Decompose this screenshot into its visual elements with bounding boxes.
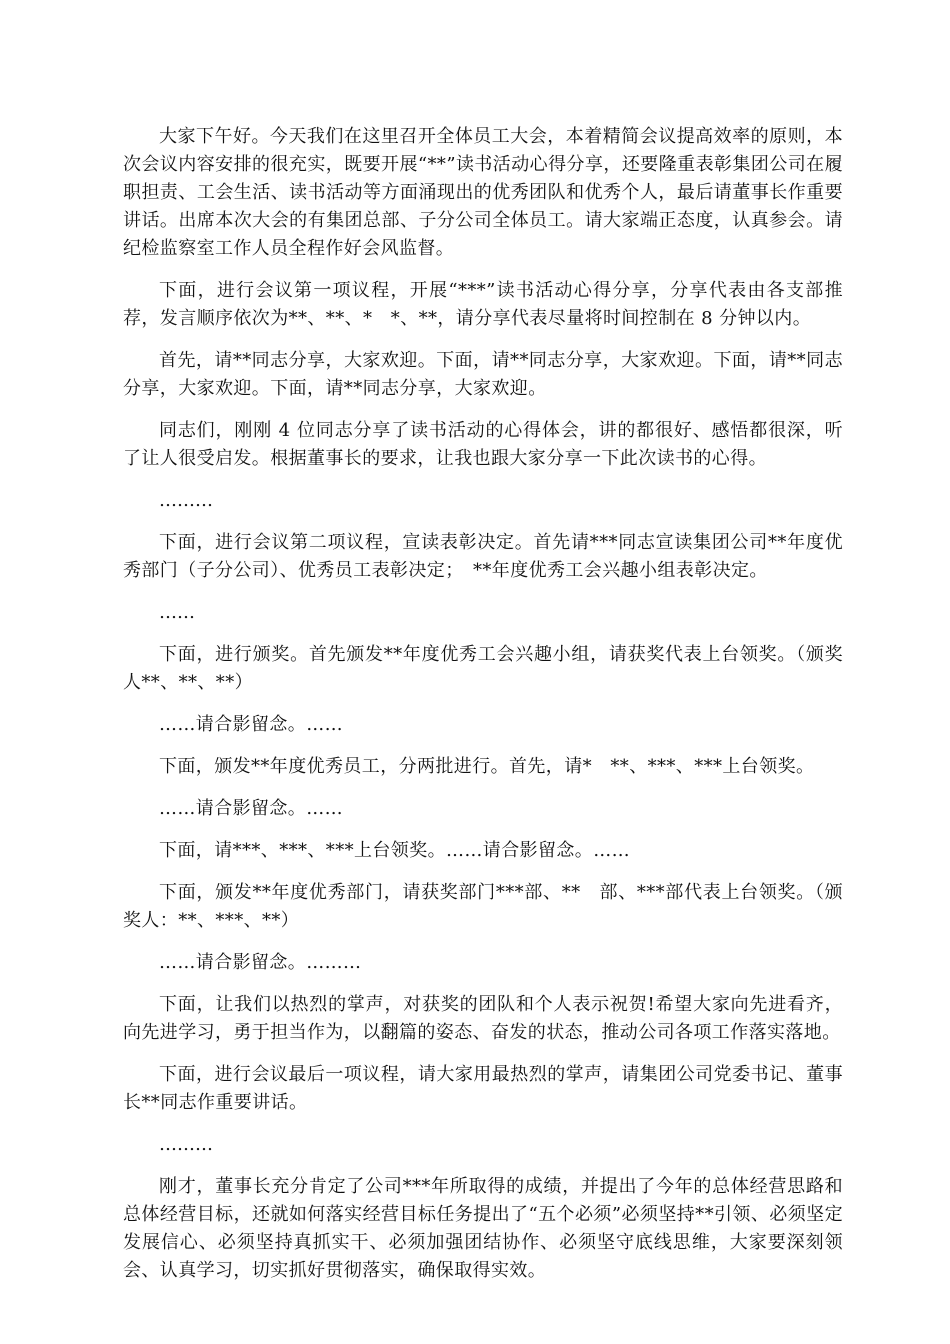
paragraph-award-groups: 下面，进行颁奖。首先颁发**年度优秀工会兴趣小组，请获奖代表上台领奖。（颁奖人**、**、**）	[123, 644, 843, 693]
paragraph-sharing-order: 首先，请**同志分享，大家欢迎。下面，请**同志分享，大家欢迎。下面，请**同志分享，大家欢迎。下面，请**同志分享，大家欢迎。	[123, 350, 843, 399]
paragraph-opening: 大家下午好。今天我们在这里召开全体员工大会，本着精简会议提高效率的原则，本次会议内容安排的很充实，既要开展“**”读书活动心得分享，还要隆重表彰集团公司在履职担责、工会生活、读书活动等方面涌现出的优秀团队和优秀个人，最后请董事长作重要讲话。出席本次大会的有集团总部、子分公司全体员工。请大家端正态度，认真参会。请纪检监察室工作人员全程作好会风监督。	[123, 126, 843, 259]
paragraph-ellipsis: ………	[159, 490, 213, 511]
paragraph-closing: 刚才，董事长充分肯定了公司***年所取得的成绩，并提出了今年的总体经营思路和总体经营目标，还就如何落实经营目标任务提出了“五个必须”必须坚持**引领、必须坚定发展信心、必须坚持真抓实干、必须加强团结协作、必须坚守底线思维，大家要深刻领会、认真学习，切实抓好贯彻落实，确保取得实效。	[123, 1176, 843, 1281]
paragraph-ellipsis: ………	[159, 1134, 213, 1155]
document-body	[123, 123, 843, 1299]
paragraph-photo: ……请合影留念。……	[159, 798, 343, 819]
paragraph-agenda-final: 下面，进行会议最后一项议程，请大家用最热烈的掌声，请集团公司党委书记、董事长**同志作重要讲话。	[123, 1064, 843, 1113]
paragraph-photo: ……请合影留念。……	[159, 714, 343, 735]
paragraph-sharing-summary: 同志们，刚刚 4 位同志分享了读书活动的心得体会，讲的都很好、感悟都很深，听了让人很受启发。根据董事长的要求，让我也跟大家分享一下此次读书的心得。	[123, 420, 843, 469]
paragraph-photo: ……请合影留念。………	[159, 952, 362, 973]
paragraph-award-staff-second: 下面，请***、***、***上台领奖。……请合影留念。……	[159, 840, 630, 861]
paragraph-agenda-two: 下面，进行会议第二项议程，宣读表彰决定。首先请***同志宣读集团公司**年度优秀部门（子分公司）、优秀员工表彰决定； **年度优秀工会兴趣小组表彰决定。	[123, 532, 843, 581]
paragraph-congratulations: 下面，让我们以热烈的掌声，对获奖的团队和个人表示祝贺!希望大家向先进看齐，向先进学习，勇于担当作为，以翻篇的姿态、奋发的状态，推动公司各项工作落实落地。	[123, 994, 843, 1043]
paragraph-agenda-one: 下面，进行会议第一项议程，开展“***”读书活动心得分享，分享代表由各支部推荐，发言顺序依次为**、**、* *、**，请分享代表尽量将时间控制在 8 分钟以内。	[123, 280, 843, 329]
paragraph-ellipsis: ……	[159, 602, 195, 623]
paragraph-award-departments: 下面，颁发**年度优秀部门，请获奖部门***部、** 部、***部代表上台领奖。（颁奖人：**、***、**）	[123, 882, 843, 931]
paragraph-award-staff-first: 下面，颁发**年度优秀员工，分两批进行。首先，请* **、***、***上台领奖。	[159, 756, 815, 777]
